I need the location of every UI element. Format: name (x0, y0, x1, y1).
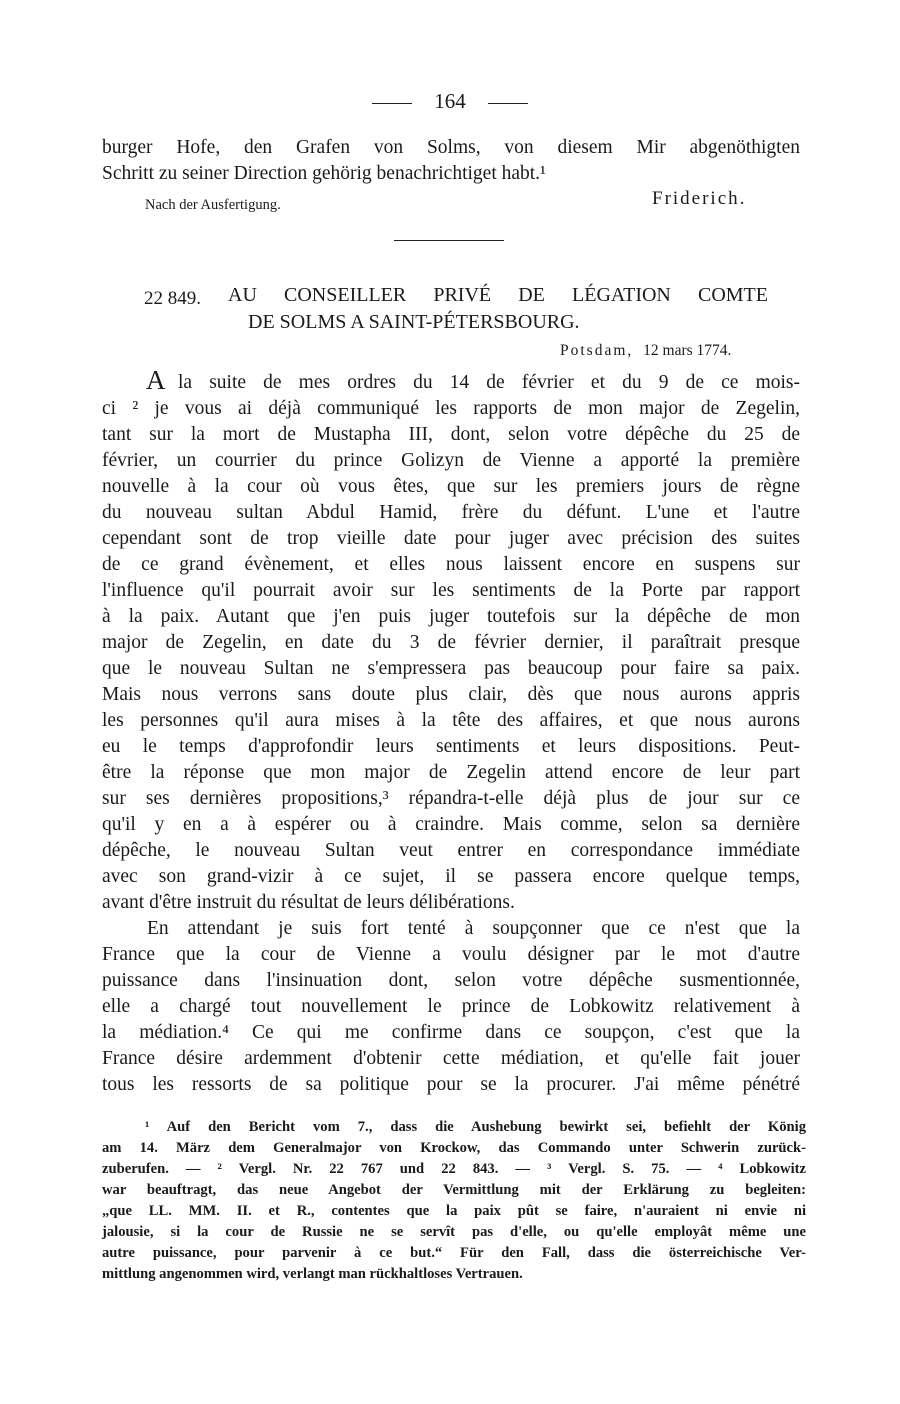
body-line: eu le temps d'approfondir leurs sentiments et leurs dispositions. Peut- (102, 736, 800, 757)
page-number: 164 (434, 89, 466, 113)
footnote-line: war beauftragt, das neue Angebot der Vermittlung mit der Erklärung zu begleiten: (102, 1182, 806, 1198)
header-rule-left (372, 103, 412, 104)
body-line: En attendant je suis fort tenté à soupçonner que ce n'est que la (147, 918, 800, 939)
footnote-line: mittlung angenommen wird, verlangt man rückhaltloses Vertrauen. (102, 1266, 523, 1282)
body-line: France que la cour de Vienne a voulu désigner par le mot d'autre (102, 944, 800, 965)
body-line: tous les ressorts de sa politique pour se la procurer. J'ai même pénétré (102, 1074, 800, 1095)
section-divider (394, 240, 504, 241)
signature: Friderich. (652, 188, 747, 209)
body-line: nouvelle à la cour où vous êtes, que sur les premiers jours de règne (102, 476, 800, 497)
body-line: puissance dans l'insinuation dont, selon votre dépêche susmentionnée, (102, 970, 800, 991)
body-line: sur ses dernières propositions,³ répandra-t-elle déjà plus de jour sur ce (102, 788, 800, 809)
footnote-line: ¹ Auf den Bericht vom 7., dass die Aushebung bewirkt sei, befiehlt der König (145, 1119, 806, 1135)
body-line: être la réponse que mon major de Zegelin attend encore de leur part (102, 762, 800, 783)
source-note: Nach der Ausfertigung. (145, 197, 281, 213)
body-line: dépêche, le nouveau Sultan veut entrer en correspondance immédiate (102, 840, 800, 861)
footnote-line: autre puissance, pour parvenir à ce but.“ Für den Fall, dass die österreichische Ver- (102, 1245, 806, 1261)
body-line: avant d'être instruit du résultat de leurs délibérations. (102, 892, 515, 913)
body-line: la suite de mes ordres du 14 de février et du 9 de ce mois- (178, 372, 800, 393)
footnote-line: jalousie, si la cour de Russie ne se servît pas d'elle, ou qu'elle employât même une (102, 1224, 806, 1240)
document-title-line-2: DE SOLMS A SAINT-PÉTERSBOURG. (248, 311, 580, 333)
body-line: elle a chargé tout nouvellement le prince de Lobkowitz relativement à (102, 996, 800, 1017)
body-line: l'influence qu'il pourrait avoir sur les sentiments de la Porte par rapport (102, 580, 800, 601)
body-line: major de Zegelin, en date du 3 de février dernier, il paraîtrait presque (102, 632, 800, 653)
body-line: que le nouveau Sultan ne s'empressera pas beaucoup pour faire sa paix. (102, 658, 800, 679)
body-line: ci ² je vous ai déjà communiqué les rapports de mon major de Zegelin, (102, 398, 800, 419)
body-line: du nouveau sultan Abdul Hamid, frère du défunt. L'une et l'autre (102, 502, 800, 523)
body-line: tant sur la mort de Mustapha III, dont, selon votre dépêche du 25 de (102, 424, 800, 445)
body-line: les personnes qu'il aura mises à la tête des affaires, et que nous aurons (102, 710, 800, 731)
footnote-line: „que LL. MM. II. et R., contentes que la paix pût se faire, n'auraient ni envie ni (102, 1203, 806, 1219)
footnote-line: am 14. März dem Generalmajor von Krockow, das Commando unter Schwerin zurück- (102, 1140, 806, 1156)
document-place: Potsdam, (560, 342, 634, 359)
body-line: de ce grand évènement, et elles nous laissent encore en suspens sur (102, 554, 800, 575)
body-line: France désire ardemment d'obtenir cette médiation, et qu'elle fait jouer (102, 1048, 800, 1069)
header-rule-right (488, 103, 528, 104)
body-line: Mais nous verrons sans doute plus clair, dès que nous aurons appris (102, 684, 800, 705)
drop-cap: A (146, 365, 166, 395)
footnote-line: zuberufen. — ² Vergl. Nr. 22 767 und 22 843. — ³ Vergl. S. 75. — ⁴ Lobkowitz (102, 1161, 806, 1177)
document-title-line-1: AU CONSEILLER PRIVÉ DE LÉGATION COMTE (228, 284, 768, 306)
body-line: qu'il y en a à espérer ou à craindre. Mais comme, selon sa dernière (102, 814, 800, 835)
top-line-1: burger Hofe, den Grafen von Solms, von diesem Mir abgenöthigten (102, 137, 800, 158)
document-date: 12 mars 1774. (643, 342, 732, 359)
body-line: à la paix. Autant que j'en puis juger toutefois sur la dépêche de mon (102, 606, 800, 627)
top-line-2: Schritt zu seiner Direction gehörig benachrichtiget habt.¹ (102, 163, 546, 184)
body-line: février, un courrier du prince Golizyn de Vienne a apporté la première (102, 450, 800, 471)
document-number: 22 849. (144, 288, 201, 309)
document-place-date (560, 340, 731, 362)
body-line: la médiation.⁴ Ce qui me confirme dans ce soupçon, c'est que la (102, 1022, 800, 1043)
body-line: avec son grand-vizir à ce sujet, il se passera encore quelque temps, (102, 866, 800, 887)
body-line: cependant sont de trop vieille date pour juger avec précision des suites (102, 528, 800, 549)
